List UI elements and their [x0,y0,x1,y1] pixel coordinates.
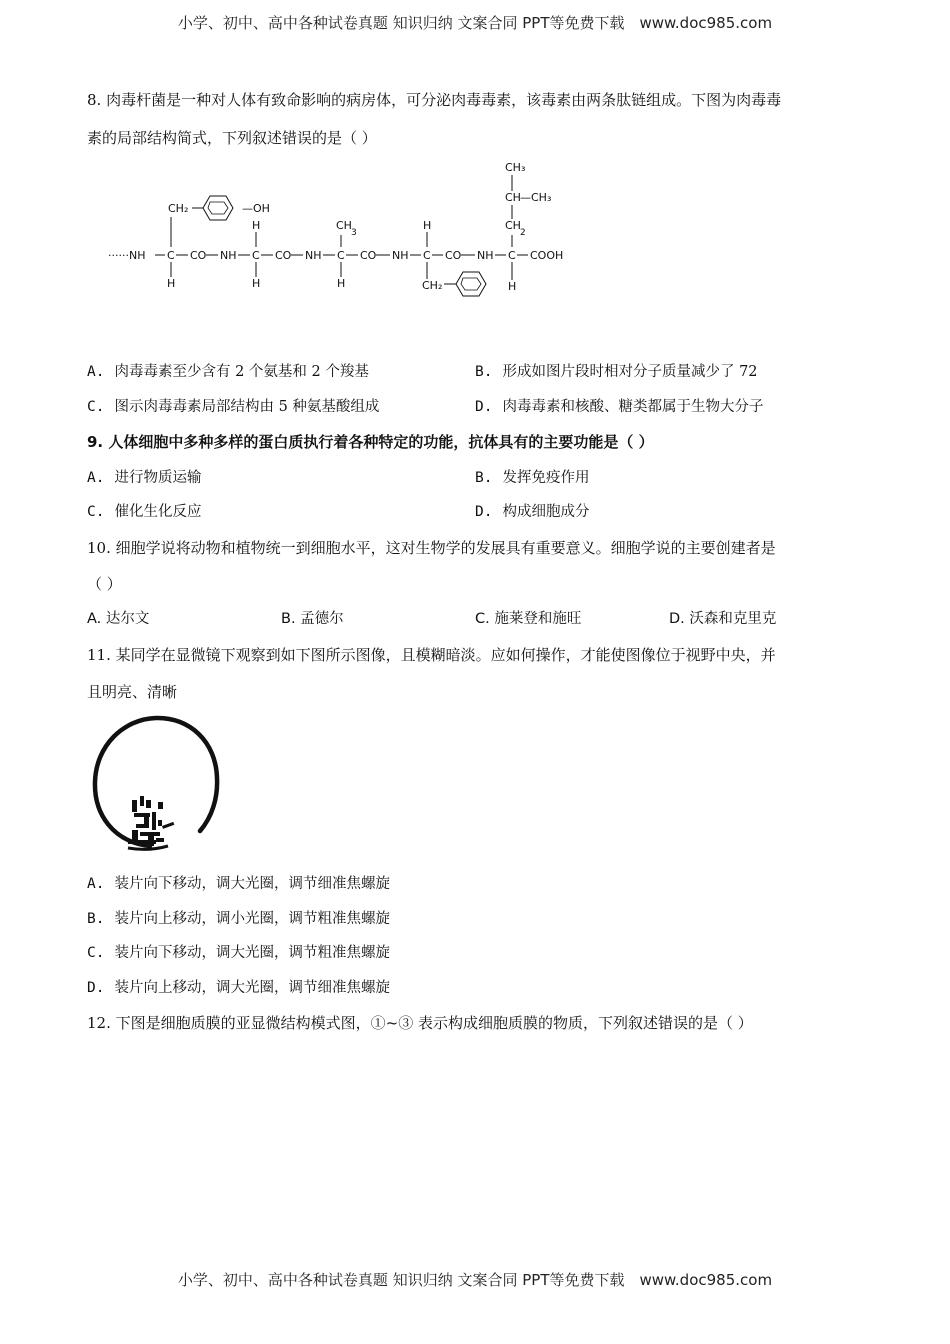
svg-text:NH: NH [220,249,237,262]
svg-text:2: 2 [520,228,526,238]
svg-text:H: H [167,277,176,290]
svg-text:—OH: —OH [242,202,270,215]
microscope-field-image [88,712,228,854]
svg-text:CH: CH [505,219,521,232]
q8-option-a[interactable]: A. 肉毒毒素至少含有 2 个氨基和 2 个羧基 [87,364,369,380]
q10-option-c[interactable]: C. 施莱登和施旺 [475,611,582,627]
q10-option-a[interactable]: A. 达尔文 [87,611,150,627]
page-header: 小学、初中、高中各种试卷真题 知识归纳 文案合同 PPT等免费下载 www.doc985.com [177,14,773,32]
svg-text:CH₃: CH₃ [505,161,526,174]
q8-option-d[interactable]: D. 肉毒毒素和核酸、糖类都属于生物大分子 [475,399,764,415]
cell-cluster [128,796,174,846]
q9-option-d[interactable]: D. 构成细胞成分 [475,504,590,520]
q9-option-a[interactable]: A. 进行物质运输 [87,470,202,486]
svg-text:C: C [252,249,260,262]
svg-text:CO: CO [445,249,462,262]
q11-stem-line1: 11. 某同学在显微镜下观察到如下图所示图像，且模糊暗淡。应如何操作，才能使图像位于视野中央，并 [87,646,776,664]
svg-text:CH: CH [505,191,521,204]
svg-text:H: H [337,277,346,290]
q11-option-c[interactable]: C. 装片向下移动，调大光圈，调节粗准焦螺旋 [87,945,390,961]
page-footer: 小学、初中、高中各种试卷真题 知识归纳 文案合同 PPT等免费下载 www.doc985.com [177,1271,773,1289]
svg-text:CH: CH [336,219,352,232]
q8-stem-line2: 素的局部结构简式，下列叙述错误的是（ ） [87,129,377,147]
svg-text:NH: NH [392,249,409,262]
svg-text:H: H [423,219,432,232]
svg-text:NH: NH [477,249,494,262]
svg-text:H: H [252,219,261,232]
svg-text:COOH: COOH [530,249,564,262]
peptide-structure-diagram [100,155,580,305]
q10-stem-line1: 10. 细胞学说将动物和植物统一到细胞水平，这对生物学的发展具有重要意义。细胞学说的主要创建者是 [87,539,776,557]
svg-text:CH₂: CH₂ [422,279,443,292]
svg-text:C: C [337,249,345,262]
q10-option-d[interactable]: D. 沃森和克里克 [669,611,777,627]
svg-text:C: C [167,249,175,262]
q10-option-b[interactable]: B. 孟德尔 [281,611,344,627]
svg-text:NH: NH [305,249,322,262]
q10-stem-line2: （ ） [87,575,122,593]
svg-text:H: H [252,277,261,290]
svg-text:C: C [423,249,431,262]
q8-option-b[interactable]: B. 形成如图片段时相对分子质量减少了 72 [475,364,758,380]
q9-stem: 9. 人体细胞中多种多样的蛋白质执行着各种特定的功能，抗体具有的主要功能是（ ） [87,433,654,451]
q11-option-d[interactable]: D. 装片向上移动，调大光圈，调节细准焦螺旋 [87,980,390,996]
svg-text:H: H [508,280,517,293]
svg-text:CO: CO [190,249,207,262]
chain-start: ······NH [108,249,146,262]
svg-text:CO: CO [360,249,377,262]
svg-text:CO: CO [275,249,292,262]
q9-option-b[interactable]: B. 发挥免疫作用 [475,470,590,486]
q9-option-c[interactable]: C. 催化生化反应 [87,504,202,520]
svg-text:CH₂: CH₂ [168,202,189,215]
q8-option-c[interactable]: C. 图示肉毒毒素局部结构由 5 种氨基酸组成 [87,399,380,415]
svg-text:—CH₃: —CH₃ [520,191,552,204]
q11-option-a[interactable]: A. 装片向下移动，调大光圈，调节细准焦螺旋 [87,876,390,892]
svg-text:C: C [508,249,516,262]
q11-stem-line2: 且明亮、清晰 [87,683,178,701]
svg-text:3: 3 [351,228,357,238]
q12-stem: 12. 下图是细胞质膜的亚显微结构模式图，①~③ 表示构成细胞质膜的物质，下列叙述错误的是（ ） [87,1014,753,1032]
q8-stem-line1: 8. 肉毒杆菌是一种对人体有致命影响的病房体，可分泌肉毒毒素，该毒素由两条肽链组成。下图为肉毒毒 [87,91,782,109]
q11-option-b[interactable]: B. 装片向上移动，调小光圈，调节粗准焦螺旋 [87,911,390,927]
